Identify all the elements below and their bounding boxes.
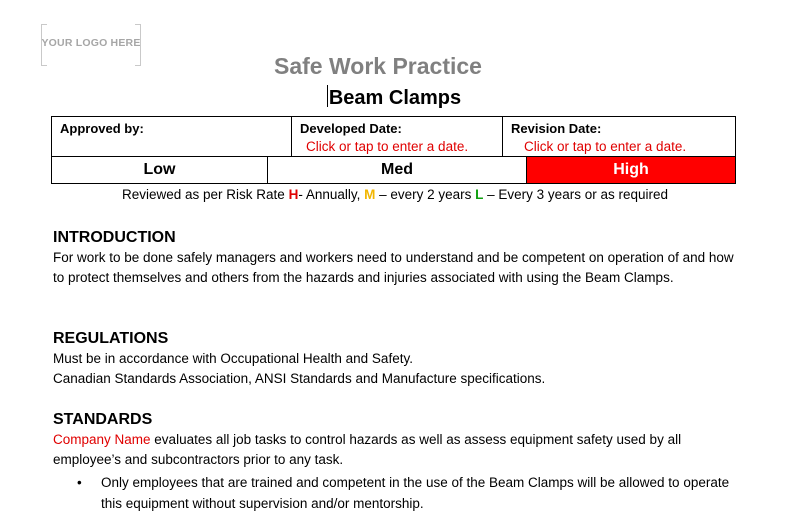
approval-table xyxy=(51,116,736,157)
revision-date-label: Revision Date: xyxy=(511,121,602,136)
review-l: L xyxy=(475,187,484,202)
risk-rating-table xyxy=(51,156,736,184)
standards-body xyxy=(53,430,743,469)
bullet-icon: • xyxy=(77,475,82,490)
approved-by-cell[interactable] xyxy=(52,117,292,157)
document-subtitle[interactable] xyxy=(0,85,788,110)
text-cursor xyxy=(327,85,328,107)
standards-section xyxy=(53,410,743,514)
developed-date-picker[interactable]: Click or tap to enter a date. xyxy=(306,139,469,154)
review-h: H xyxy=(288,187,299,202)
review-frequency-note xyxy=(0,187,790,202)
review-l-text: – Every 3 years or as required xyxy=(483,187,668,202)
introduction-heading: INTRODUCTION xyxy=(53,229,176,246)
regulations-heading: REGULATIONS xyxy=(53,330,169,347)
review-m-text: – every 2 years xyxy=(375,187,476,202)
risk-high[interactable]: High xyxy=(527,157,736,184)
regulations-line-1: Must be in accordance with Occupational Health and Safety. xyxy=(53,351,413,366)
review-m: M xyxy=(364,187,376,202)
regulations-line-2: Canadian Standards Association, ANSI Standards and Manufacture specifications. xyxy=(53,370,546,386)
subtitle-text: Beam Clamps xyxy=(328,87,462,109)
list-item xyxy=(53,472,743,514)
approved-by-label: Approved by: xyxy=(60,121,144,136)
revision-date-cell[interactable] xyxy=(503,117,736,157)
logo-text: YOUR LOGO HERE xyxy=(41,37,141,49)
developed-date-label: Developed Date: xyxy=(300,121,402,136)
developed-date-cell[interactable] xyxy=(292,117,503,157)
review-prefix: Reviewed as per Risk Rate xyxy=(121,187,289,202)
introduction-body: For work to be done safely managers and workers need to understand and be competent on operation of and how to protect themselves and others from the hazards and injuries associated with using the Beam Clamps. xyxy=(53,250,734,285)
document-title: Safe Work Practice xyxy=(274,53,482,79)
bullet-text: Only employees that are trained and competent in the use of the Beam Clamps will be allowed to operate this equipment without supervision and/or mentorship. xyxy=(101,475,730,511)
introduction-section xyxy=(53,228,743,287)
risk-med[interactable]: Med xyxy=(268,157,527,184)
standards-body-text: evaluates all job tasks to control hazards as well as assess equipment safety used by all employee’s and subcontractors prior to any task. xyxy=(53,432,682,467)
revision-date-picker[interactable]: Click or tap to enter a date. xyxy=(524,139,687,154)
review-h-text: - Annually, xyxy=(298,187,365,202)
standards-heading: STANDARDS xyxy=(53,411,153,428)
regulations-section xyxy=(53,329,743,388)
company-name-field[interactable]: Company Name xyxy=(53,432,151,447)
risk-low[interactable]: Low xyxy=(52,157,268,184)
